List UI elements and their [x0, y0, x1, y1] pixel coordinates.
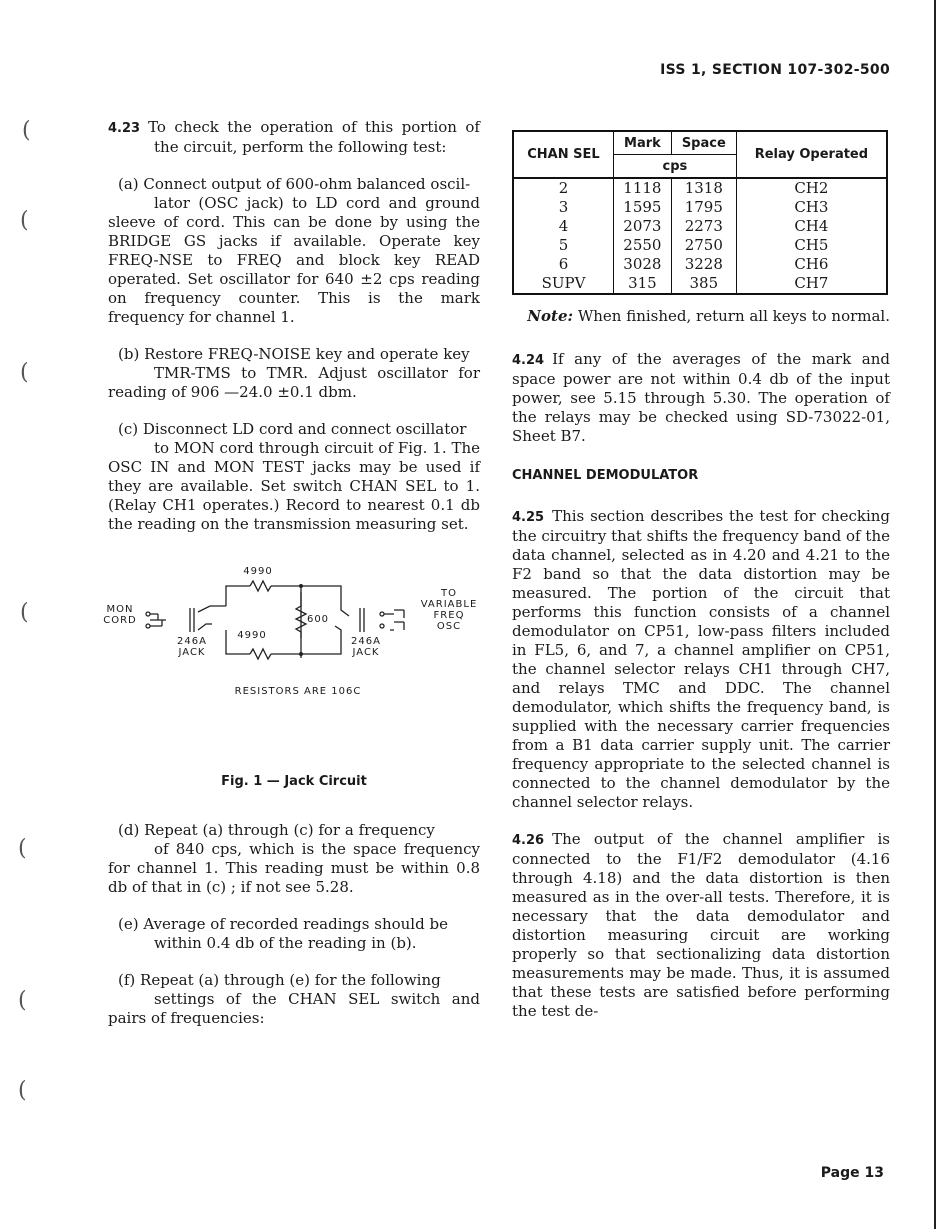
step-f-first: (f) Repeat (a) through (e) for the following [118, 971, 441, 989]
step-c-rest: to MON cord through circuit of Fig. 1. The OSC IN and MON TEST jacks may be used if they are available. Set switch CHAN SEL to 1. (Relay CH1 operates.) Record to nearest 0.1 db the reading on the transmission measuring set. [108, 439, 480, 533]
note-text: When finished, return all keys to normal. [577, 307, 890, 325]
step-e [108, 915, 480, 953]
right-column [512, 118, 890, 1039]
cell-relay: CH7 [736, 274, 887, 294]
paragraph-4-25 [512, 507, 890, 812]
cell-space: 1318 [671, 178, 736, 198]
right-jack-label: 246A JACK [351, 636, 381, 658]
header-space: Space [671, 131, 736, 155]
page-number: Page 13 [820, 1165, 884, 1181]
cell-relay: CH4 [736, 217, 887, 236]
margin-mark: ( [20, 360, 29, 385]
cell-space: 2273 [671, 217, 736, 236]
paragraph-number: 4.26 [512, 833, 545, 848]
step-e-first: (e) Average of recorded readings should be [118, 915, 448, 933]
paragraph-text: To check the operation of this portion of the circuit, perform the following test: [148, 118, 480, 156]
header-cps: cps [613, 155, 736, 179]
resistor-top-label: 4990 [243, 566, 273, 577]
mon-cord-label: MON CORD [103, 604, 137, 626]
jack-circuit-diagram [98, 552, 488, 752]
step-a-rest: lator (OSC jack) to LD cord and ground sleeve of cord. This can be done by using the BRIDGE GS jacks if available. Operate key FREQ-NSE to FREQ and block key READ operated. Set oscillator for 640 ±2 cps reading on frequency counter. This is the mark frequency for channel 1. [108, 194, 480, 326]
resistor-middle-label: 600 [306, 614, 330, 625]
cell-mark: 1118 [613, 178, 671, 198]
margin-mark: ( [18, 1078, 27, 1103]
table-row [513, 217, 887, 236]
margin-mark: ( [20, 208, 29, 233]
note-label: Note: [527, 307, 574, 325]
paragraph-number: 4.25 [512, 510, 545, 525]
cell-mark: 1595 [613, 198, 671, 217]
cell-mark: 3028 [613, 255, 671, 274]
channel-frequency-table [512, 130, 888, 295]
paragraph-4-24 [512, 350, 890, 446]
section-heading: CHANNEL DEMODULATOR [512, 468, 699, 483]
table-row [513, 274, 887, 294]
margin-mark: ( [22, 118, 31, 143]
paragraph-4-26 [512, 830, 890, 1021]
figure-caption: Fig. 1 — Jack Circuit [221, 774, 367, 789]
cell-relay: CH2 [736, 178, 887, 198]
cell-space: 3228 [671, 255, 736, 274]
cell-chan: 5 [513, 236, 613, 255]
step-a [108, 175, 480, 327]
cell-space: 2750 [671, 236, 736, 255]
page-edge [934, 0, 936, 1229]
oscillator-label: TO VARIABLE FREQ OSC [420, 588, 478, 632]
cell-relay: CH5 [736, 236, 887, 255]
margin-mark: ( [20, 600, 29, 625]
step-e-rest: within 0.4 db of the reading in (b). [154, 934, 417, 952]
step-b-first: (b) Restore FREQ-NOISE key and operate key [118, 345, 470, 363]
cell-mark: 2550 [613, 236, 671, 255]
table-row [513, 255, 887, 274]
paragraph-number: 4.23 [108, 121, 141, 136]
step-d [108, 821, 480, 897]
paragraph-text: This section describes the test for checking the circuitry that shifts the frequency band of the data channel, selected as in 4.20 and 4.21 to the F2 band so that the data distortion may be measured. The portion of the circuit that performs this function consists of a channel demodulator on CP51, low-pass filters included in FL5, 6, and 7, a channel amplifier on CP51, the channel selector relays CH1 through CH7, and relays TMC and DDC. The channel demodulator, which shifts the frequency band, is supplied with the necessary carrier frequencies from a B1 data carrier supply unit. The carrier frequency appropriate to the selected channel is connected to the channel demodulator by the channel selector relays. [512, 507, 890, 811]
cell-chan: 3 [513, 198, 613, 217]
cell-relay: CH6 [736, 255, 887, 274]
margin-mark: ( [18, 836, 27, 861]
figure-jack-circuit [98, 552, 488, 752]
cell-chan: 2 [513, 178, 613, 198]
cell-chan: SUPV [513, 274, 613, 294]
cell-chan: 6 [513, 255, 613, 274]
step-f [108, 971, 480, 1028]
step-b-rest: TMR-TMS to TMR. Adjust oscillator for reading of 906 —24.0 ±0.1 dbm. [108, 364, 480, 401]
paragraph-text: The output of the channel amplifier is connected to the F1/F2 demodulator (4.16 through 4.18) and the data distortion is then measured as in the over-all tests. Therefore, it is necessary that the data demodulator and distortion measuring circuit are working properly so that sectionalizing data distortion measurements may be made. Thus, it is assumed that these tests are satisfied before performing the test de- [512, 830, 890, 1020]
cell-mark: 2073 [613, 217, 671, 236]
paragraph-number: 4.24 [512, 353, 545, 368]
step-d-first: (d) Repeat (a) through (c) for a frequency [118, 821, 435, 839]
paragraph-text: If any of the averages of the mark and space power are not within 0.4 db of the input power, see 5.15 through 5.30. The operation of the relays may be checked using SD-73022-01, Sheet B7. [512, 350, 890, 445]
left-column [103, 118, 480, 1046]
table-row [513, 198, 887, 217]
cell-mark: 315 [613, 274, 671, 294]
header-chan-sel: CHAN SEL [513, 131, 613, 178]
resistor-note: RESISTORS ARE 106C [234, 686, 362, 697]
left-jack-label: 246A JACK [177, 636, 207, 658]
step-c-first: (c) Disconnect LD cord and connect oscillator [118, 420, 467, 438]
step-d-rest: of 840 cps, which is the space frequency for channel 1. This reading must be within 0.8 db of that in (c) ; if not see 5.28. [108, 840, 480, 896]
margin-mark: ( [18, 988, 27, 1013]
cell-relay: CH3 [736, 198, 887, 217]
cell-chan: 4 [513, 217, 613, 236]
resistor-bottom-label: 4990 [237, 630, 267, 641]
cell-space: 385 [671, 274, 736, 294]
table-row [513, 236, 887, 255]
page-header: ISS 1, SECTION 107-302-500 [660, 62, 890, 78]
header-mark: Mark [613, 131, 671, 155]
step-a-first: (a) Connect output of 600-ohm balanced oscil- [118, 175, 471, 193]
paragraph-4-23 [108, 118, 480, 157]
step-f-rest: settings of the CHAN SEL switch and pairs of frequencies: [108, 990, 480, 1027]
table-note [512, 307, 890, 326]
step-b [108, 345, 480, 402]
table-row [513, 178, 887, 198]
cell-space: 1795 [671, 198, 736, 217]
step-c [108, 420, 480, 534]
header-relay-operated: Relay Operated [736, 131, 887, 178]
